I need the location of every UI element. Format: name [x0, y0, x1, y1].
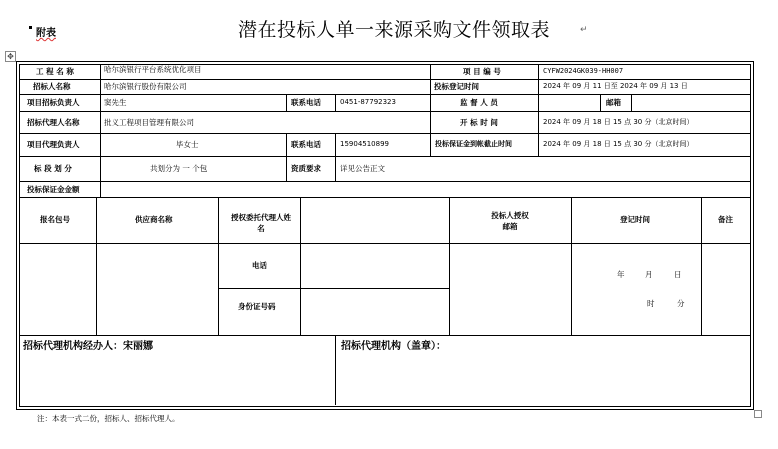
email-label: 邮箱 [606, 98, 621, 107]
phone-label-2: 联系电话 [291, 140, 321, 149]
agency-value: 批义工程项目管理有限公司 [104, 118, 194, 127]
tenderer-value: 哈尔滨银行股份有限公司 [104, 82, 187, 91]
handler-label: 招标代理机构经办人：宋丽娜 [23, 341, 153, 352]
col-package-no: 报名包号 [40, 215, 70, 224]
col-bidder-email: 投标人授权邮箱 [491, 211, 529, 231]
agency-label: 招标代理人名称 [27, 118, 80, 127]
phone-row-label: 电话 [252, 261, 267, 270]
lot-value: 共划分为 一 个包 [150, 164, 208, 173]
register-time-label: 投标登记时间 [434, 82, 479, 91]
id-row-label: 身份证号码 [238, 302, 276, 311]
time-hour: 时 [647, 299, 655, 308]
phone-label-1: 联系电话 [291, 98, 321, 107]
lot-label: 标 段 划 分 [34, 164, 72, 173]
project-name-value: 哈尔滨银行平台系统优化项目 [104, 65, 202, 74]
supervisor-label: 监 督 人 员 [460, 98, 498, 107]
time-day: 日 [674, 270, 682, 279]
col-authorized: 授权委托代理人姓名 [231, 213, 291, 233]
footer-note: 注：本表一式二份，招标人、招标代理人。 [37, 414, 180, 423]
col-register-time: 登记时间 [620, 215, 650, 224]
project-no-label: 项 目 编 号 [463, 67, 501, 76]
phone-value-2: 15904510899 [340, 140, 389, 148]
attachment-label: 附表 [36, 28, 56, 39]
register-time-value: 2024 年 09 月 11 日至 2024 年 09 月 13 日 [543, 82, 688, 90]
deposit-deadline-label: 投标保证金到帐截止时间 [435, 140, 512, 148]
deposit-amount-label: 投标保证金金额 [27, 185, 80, 194]
open-time-value: 2024 年 09 月 18 日 15 点 30 分（北京时间） [543, 118, 694, 126]
project-name-label: 工 程 名 称 [36, 67, 74, 76]
bullet-icon [29, 26, 32, 29]
phone-value-1: 0451-87792323 [340, 98, 396, 106]
table-resize-handle-icon[interactable] [754, 410, 762, 418]
time-minute: 分 [677, 299, 685, 308]
agency-owner-value: 毕女士 [176, 140, 199, 149]
qualification-value: 详见公告正文 [340, 164, 385, 173]
qualification-label: 资质要求 [291, 164, 321, 173]
open-time-label: 开 标 时 间 [460, 118, 498, 127]
project-no-value: CYFW2024GK039-HH007 [543, 67, 624, 75]
time-month: 月 [645, 270, 653, 279]
deposit-deadline-value: 2024 年 09 月 18 日 15 点 30 分（北京时间） [543, 140, 694, 148]
col-supplier: 供应商名称 [135, 215, 173, 224]
col-remark: 备注 [718, 215, 733, 224]
table-move-handle-icon[interactable]: ✥ [5, 51, 16, 62]
page-title: 潜在投标人单一来源采购文件领取表 [238, 19, 551, 41]
seal-label: 招标代理机构（盖章）： [341, 341, 446, 352]
project-owner-value: 窦先生 [104, 98, 127, 107]
time-year: 年 [617, 270, 625, 279]
paragraph-mark-icon: ↵ [580, 25, 588, 35]
agency-owner-label: 项目代理负责人 [27, 140, 80, 149]
project-owner-label: 项目招标负责人 [27, 98, 80, 107]
tenderer-label: 招标人名称 [33, 82, 71, 91]
